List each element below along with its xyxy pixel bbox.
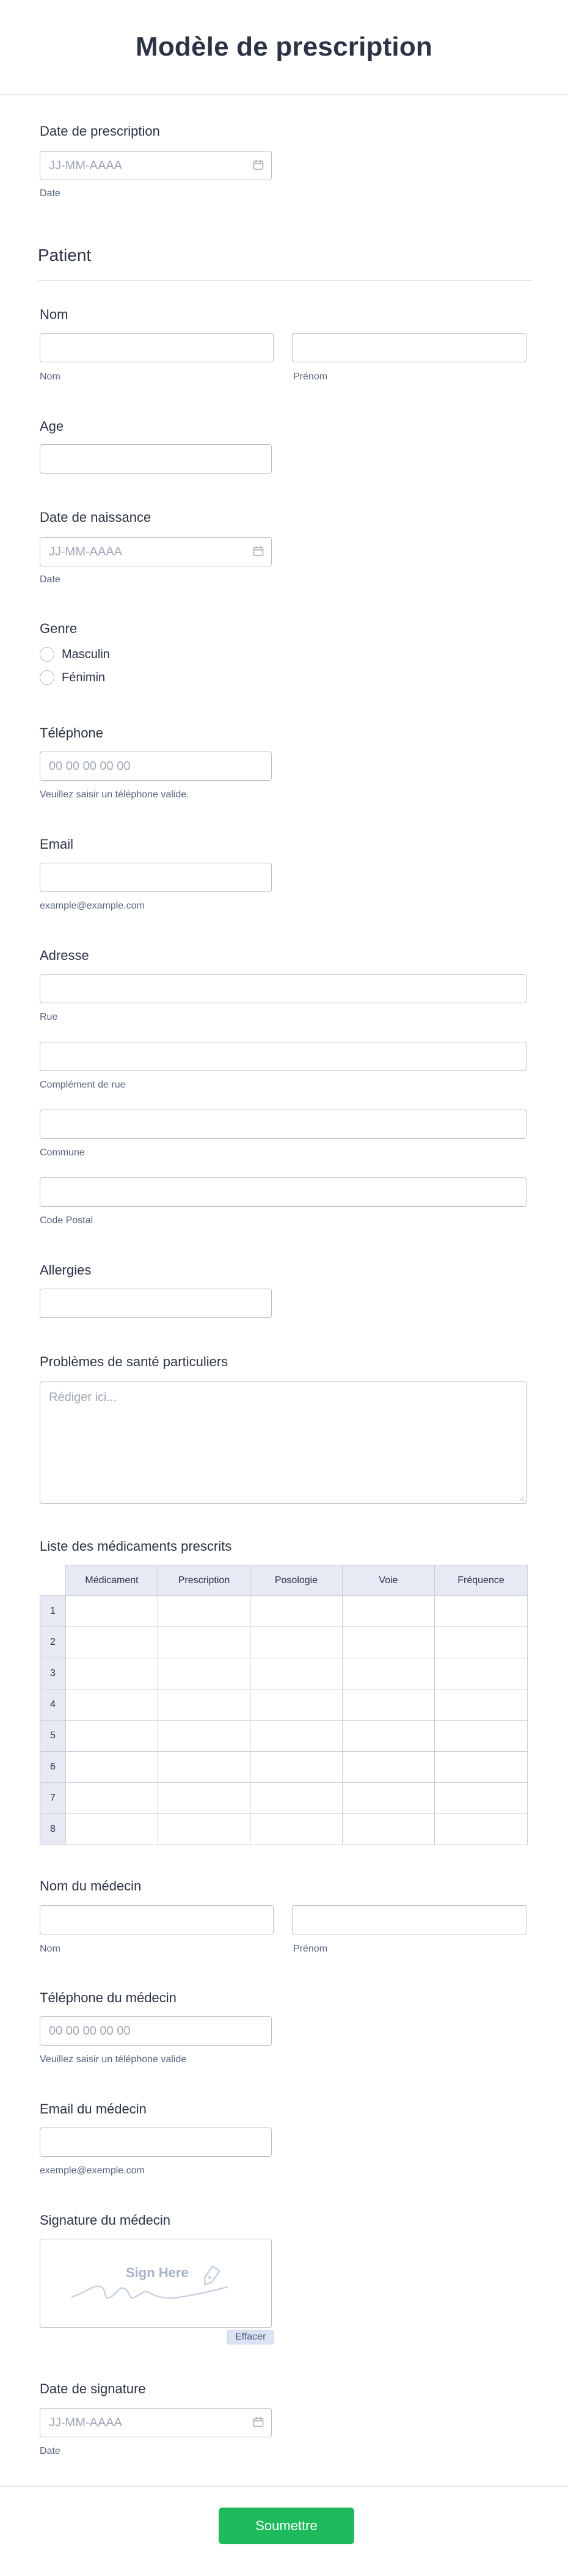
doctor-first-name-sublabel: Prénom [293, 1944, 328, 1954]
birth-date-label: Date de naissance [40, 510, 151, 525]
email-label: Email [40, 836, 74, 852]
table-row [40, 1596, 528, 1627]
table-cell-input[interactable] [250, 1721, 343, 1752]
postal-code-sublabel: Code Postal [40, 1215, 93, 1226]
last-name-input[interactable] [40, 333, 274, 362]
column-header: Voie [343, 1565, 435, 1596]
health-issues-placeholder: Rédiger ici... [49, 1391, 117, 1404]
table-cell-input[interactable] [343, 1752, 435, 1783]
table-cell-input[interactable] [158, 1783, 250, 1814]
phone-sublabel: Veuillez saisir un téléphone valide. [40, 789, 189, 800]
clear-signature-button[interactable]: Effacer [227, 2330, 274, 2344]
form-header [0, 0, 568, 95]
doctor-first-name-input[interactable] [292, 1905, 526, 1934]
gender-option-label: Masculin [62, 647, 110, 661]
gender-option-male[interactable] [40, 647, 110, 662]
column-header: Posologie [250, 1565, 343, 1596]
submit-button[interactable]: Soumettre [219, 2508, 354, 2544]
first-name-sublabel: Prénom [293, 371, 328, 382]
meds-table [40, 1565, 528, 1845]
table-cell-input[interactable] [435, 1783, 528, 1814]
gender-label: Genre [40, 621, 78, 636]
table-row [40, 1814, 528, 1845]
radio-button[interactable] [40, 647, 54, 662]
row-header: 6 [40, 1752, 66, 1783]
row-header: 7 [40, 1783, 66, 1814]
table-cell-input[interactable] [435, 1814, 528, 1845]
street-input[interactable] [40, 974, 526, 1003]
table-cell-input[interactable] [158, 1689, 250, 1721]
city-input[interactable] [40, 1110, 526, 1139]
first-name-input[interactable] [292, 333, 526, 362]
table-cell-input[interactable] [158, 1658, 250, 1689]
table-cell-input[interactable] [343, 1783, 435, 1814]
table-cell-input[interactable] [158, 1814, 250, 1845]
table-cell-input[interactable] [158, 1627, 250, 1658]
radio-button[interactable] [40, 670, 54, 685]
street-sublabel: Rue [40, 1012, 58, 1022]
row-header: 1 [40, 1596, 66, 1627]
prescription-date-placeholder: JJ-MM-AAAA [49, 159, 122, 172]
table-cell-input[interactable] [66, 1752, 158, 1783]
signature-date-input[interactable] [40, 2408, 272, 2437]
calendar-icon[interactable] [253, 2417, 264, 2428]
patient-section-title: Patient [38, 246, 92, 265]
column-header: Fréquence [435, 1565, 528, 1596]
allergies-input[interactable] [40, 1289, 272, 1318]
doctor-phone-placeholder: 00 00 00 00 00 [49, 2024, 131, 2038]
email-sublabel: example@example.com [40, 901, 145, 911]
row-header: 2 [40, 1627, 66, 1658]
allergies-label: Allergies [40, 1262, 92, 1278]
table-cell-input[interactable] [66, 1721, 158, 1752]
table-cell-input[interactable] [66, 1783, 158, 1814]
form-title: Modèle de prescription [135, 32, 433, 62]
address-label: Adresse [40, 948, 89, 963]
table-cell-input[interactable] [66, 1658, 158, 1689]
table-cell-input[interactable] [343, 1658, 435, 1689]
gender-option-label: Fénimin [62, 670, 106, 684]
table-cell-input[interactable] [250, 1596, 343, 1627]
table-row [40, 1627, 528, 1658]
calendar-icon[interactable] [253, 159, 264, 170]
table-cell-input[interactable] [435, 1658, 528, 1689]
signature-label: Signature du médecin [40, 2212, 171, 2228]
row-header: 5 [40, 1721, 66, 1752]
table-row [40, 1783, 528, 1814]
table-corner-cell [40, 1565, 66, 1596]
table-header-row [40, 1565, 528, 1596]
signature-date-sublabel: Date [40, 2446, 60, 2456]
signature-hint: Sign Here [126, 2265, 189, 2280]
resize-handle-icon[interactable] [519, 1495, 525, 1501]
birth-date-input[interactable] [40, 537, 272, 566]
table-cell-input[interactable] [250, 1627, 343, 1658]
health-issues-textarea[interactable] [40, 1381, 527, 1504]
calendar-icon[interactable] [253, 546, 264, 557]
phone-label: Téléphone [40, 725, 103, 741]
doctor-name-label: Nom du médecin [40, 1878, 142, 1894]
table-cell-input[interactable] [435, 1689, 528, 1721]
signature-date-label: Date de signature [40, 2381, 146, 2396]
prescription-date-input[interactable] [40, 151, 272, 180]
table-cell-input[interactable] [435, 1752, 528, 1783]
street2-sublabel: Complément de rue [40, 1080, 126, 1090]
doctor-phone-input[interactable] [40, 2016, 272, 2046]
meds-label: Liste des médicaments prescrits [40, 1539, 232, 1554]
table-cell-input[interactable] [343, 1627, 435, 1658]
prescription-date-sublabel: Date [40, 188, 60, 199]
table-cell-input[interactable] [158, 1596, 250, 1627]
footer-divider [0, 2486, 568, 2487]
signature-date-placeholder: JJ-MM-AAAA [49, 2416, 122, 2429]
table-row [40, 1752, 528, 1783]
signature-pad[interactable] [40, 2239, 272, 2328]
doctor-last-name-sublabel: Nom [40, 1944, 60, 1954]
table-cell-input[interactable] [435, 1627, 528, 1658]
doctor-email-sublabel: exemple@exemple.com [40, 2165, 145, 2176]
table-cell-input[interactable] [66, 1596, 158, 1627]
column-header: Médicament [66, 1565, 158, 1596]
row-header: 8 [40, 1814, 66, 1845]
doctor-phone-sublabel: Veuillez saisir un téléphone valide [40, 2054, 187, 2065]
doctor-last-name-input[interactable] [40, 1905, 274, 1934]
health-issues-label: Problèmes de santé particuliers [40, 1354, 228, 1369]
age-label: Age [40, 419, 64, 434]
name-label: Nom [40, 307, 68, 322]
table-cell-input[interactable] [250, 1752, 343, 1783]
postal-code-input[interactable] [40, 1177, 526, 1207]
table-row [40, 1689, 528, 1721]
table-cell-input[interactable] [435, 1721, 528, 1752]
phone-placeholder: 00 00 00 00 00 [49, 759, 131, 773]
city-sublabel: Commune [40, 1147, 85, 1158]
table-cell-input[interactable] [250, 1658, 343, 1689]
table-cell-input[interactable] [343, 1814, 435, 1845]
doctor-email-input[interactable] [40, 2128, 272, 2157]
doctor-email-label: Email du médecin [40, 2101, 147, 2117]
doctor-phone-label: Téléphone du médecin [40, 1990, 177, 2005]
table-row [40, 1658, 528, 1689]
last-name-sublabel: Nom [40, 371, 60, 382]
table-cell-input[interactable] [66, 1627, 158, 1658]
table-cell-input[interactable] [250, 1814, 343, 1845]
table-cell-input[interactable] [66, 1689, 158, 1721]
age-input[interactable] [40, 444, 272, 474]
column-header: Prescription [158, 1565, 250, 1596]
table-cell-input[interactable] [343, 1721, 435, 1752]
table-cell-input[interactable] [66, 1814, 158, 1845]
email-input[interactable] [40, 863, 272, 892]
table-cell-input[interactable] [158, 1752, 250, 1783]
table-cell-input[interactable] [343, 1689, 435, 1721]
table-cell-input[interactable] [343, 1596, 435, 1627]
table-cell-input[interactable] [435, 1596, 528, 1627]
row-header: 3 [40, 1658, 66, 1689]
table-cell-input[interactable] [158, 1721, 250, 1752]
table-row [40, 1721, 528, 1752]
table-cell-input[interactable] [250, 1689, 343, 1721]
row-header: 4 [40, 1689, 66, 1721]
street2-input[interactable] [40, 1042, 526, 1071]
table-cell-input[interactable] [250, 1783, 343, 1814]
phone-input[interactable] [40, 752, 272, 781]
prescription-date-label: Date de prescription [40, 123, 160, 139]
gender-option-female[interactable] [40, 670, 105, 685]
section-divider [38, 280, 533, 281]
birth-date-sublabel: Date [40, 574, 60, 585]
birth-date-placeholder: JJ-MM-AAAA [49, 545, 122, 558]
